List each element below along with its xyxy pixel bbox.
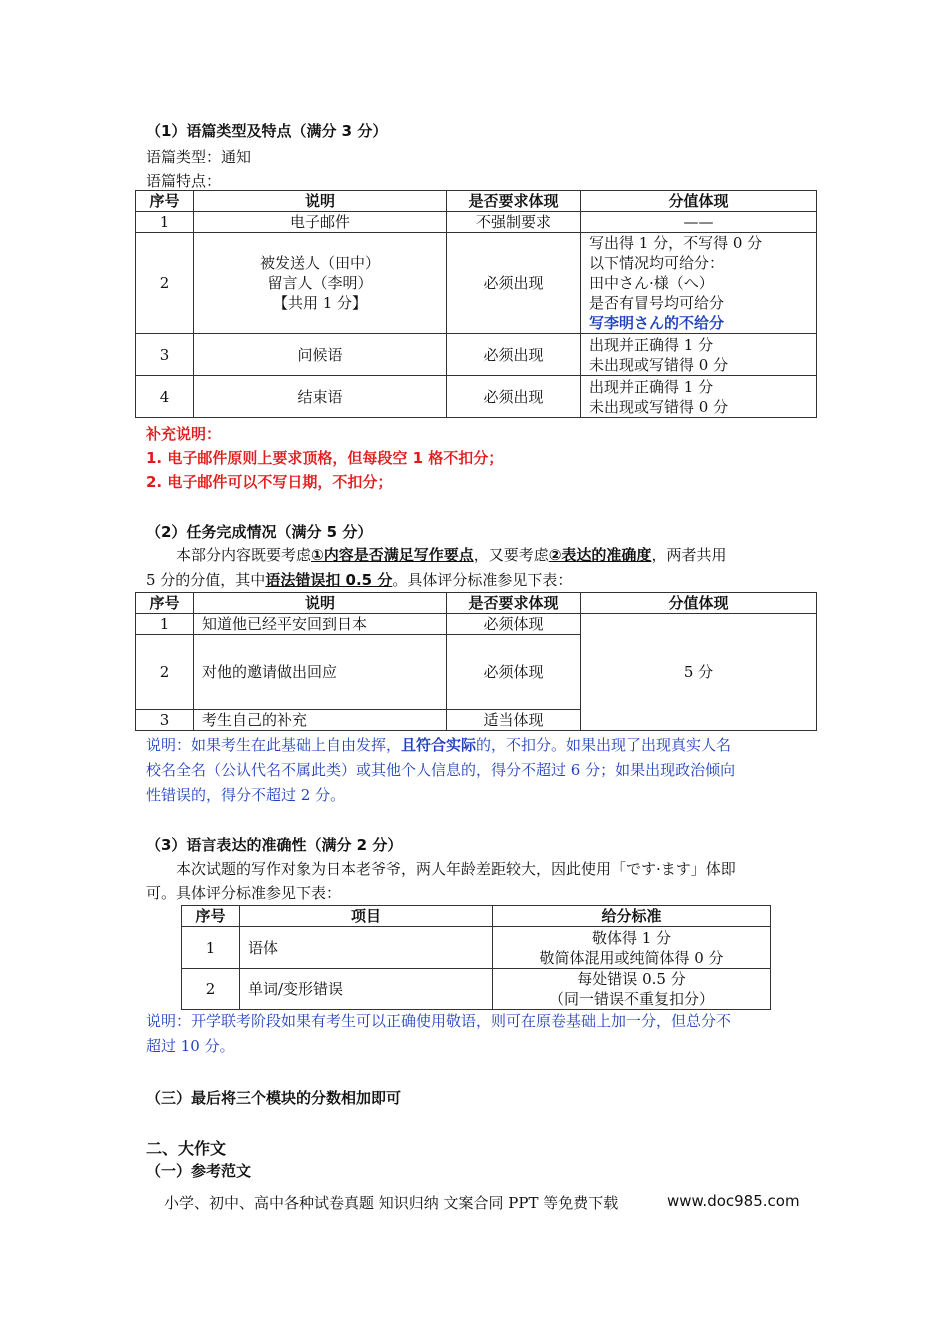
row-desc: 考生自己的补充 xyxy=(194,710,447,731)
row-desc: 对他的邀请做出回应 xyxy=(194,635,447,710)
section2-note-line1 xyxy=(146,733,731,758)
section3-heading: （3）语言表达的准确性（满分 2 分） xyxy=(146,836,403,854)
footer-url[interactable]: www.doc985.com xyxy=(667,1192,800,1210)
intro-emphasis: 语法错误扣 0.5 分 xyxy=(265,571,393,589)
desc-line: 【共用 1 分】 xyxy=(272,294,368,312)
score-line: 出现并正确得 1 分 xyxy=(589,335,714,354)
row-req: 必须体现 xyxy=(447,614,581,635)
intro-emphasis: ①内容是否满足写作要点 xyxy=(311,546,474,564)
score-line: 田中さん·様（へ） xyxy=(589,274,714,292)
col-header-item: 项目 xyxy=(240,906,493,927)
row-req: 不强制要求 xyxy=(447,212,581,233)
intro-text: 5 分的分值，其中 xyxy=(146,571,266,589)
row-req: 适当体现 xyxy=(447,710,581,731)
intro-text: 本部分内容既要考虑 xyxy=(176,546,312,564)
table-header-row xyxy=(182,906,771,927)
standard-line: （同一错误不重复扣分） xyxy=(548,990,714,1008)
supplement-item: 1. 电子邮件原则上要求顶格，但每段空 1 格不扣分； xyxy=(146,449,504,467)
section1-type-line: 语篇类型：通知 xyxy=(146,148,252,166)
score-line: 未出现或写错得 0 分 xyxy=(589,397,729,416)
row-no: 3 xyxy=(136,710,194,731)
standard-line: 敬简体混用或纯简体得 0 分 xyxy=(539,948,724,967)
intro-text: ，又要考虑 xyxy=(473,546,549,564)
col-header-score: 分值体现 xyxy=(581,593,817,614)
row-desc: 电子邮件 xyxy=(194,212,447,233)
col-header-desc: 说明 xyxy=(194,191,447,212)
section-final-heading: （三）最后将三个模块的分数相加即可 xyxy=(146,1089,402,1107)
section3-intro-line2: 可。具体评分标准参见下表： xyxy=(146,884,342,902)
table-row xyxy=(136,212,817,233)
table-row xyxy=(136,233,817,334)
supplement-item: 2. 电子邮件可以不写日期，不扣分； xyxy=(146,473,393,491)
section1-features-line: 语篇特点： xyxy=(146,172,222,190)
row-no: 2 xyxy=(136,635,194,710)
section3-intro-line1: 本次试题的写作对象为日本老爷爷，两人年龄差距较大，因此使用「です·ます」体即 xyxy=(176,860,736,878)
row-no: 3 xyxy=(136,334,194,376)
row-score xyxy=(581,376,817,418)
score-line: 未出现或写错得 0 分 xyxy=(589,355,729,374)
desc-line: 被发送人（田中） xyxy=(259,254,380,272)
row-desc: 问候语 xyxy=(194,334,447,376)
row-no: 1 xyxy=(136,212,194,233)
row-req: 必须体现 xyxy=(447,635,581,710)
row-score xyxy=(581,334,817,376)
col-header-standard: 给分标准 xyxy=(493,906,771,927)
col-header-req: 是否要求体现 xyxy=(447,593,581,614)
table-header-row xyxy=(136,191,817,212)
score-line: 写出得 1 分，不写得 0 分 xyxy=(589,234,763,252)
col-header-no: 序号 xyxy=(182,906,240,927)
table-row xyxy=(136,334,817,376)
row-item: 单词/变形错误 xyxy=(240,969,493,1010)
col-header-req: 是否要求体现 xyxy=(447,191,581,212)
section2-intro-line1 xyxy=(176,543,726,568)
score-line-highlight: 写李明さん的不给分 xyxy=(589,314,725,332)
section1-heading: （1）语篇类型及特点（满分 3 分） xyxy=(146,122,388,140)
row-score: —— xyxy=(581,212,817,233)
score-line: 出现并正确得 1 分 xyxy=(589,377,714,396)
section3-note-line1: 说明：开学联考阶段如果有考生可以正确使用敬语，则可在原卷基础上加一分，但总分不 xyxy=(146,1012,732,1030)
row-standard xyxy=(493,927,771,969)
row-item: 语体 xyxy=(240,927,493,969)
score-line: 以下情况均可给分： xyxy=(589,254,725,272)
col-header-no: 序号 xyxy=(136,593,194,614)
intro-text: 。具体评分标准参见下表： xyxy=(392,571,573,589)
section2-note-line2: 校名全名（公认代名不属此类）或其他个人信息的，得分不超过 6 分；如果出现政治倾向 xyxy=(146,761,736,779)
part2-heading: 二、大作文 xyxy=(146,1139,227,1158)
section1-table xyxy=(135,190,817,418)
row-no: 1 xyxy=(182,927,240,969)
row-req: 必须出现 xyxy=(447,334,581,376)
section2-note-line3: 性错误的，得分不超过 2 分。 xyxy=(146,786,346,804)
score-line: 是否有冒号均可给分 xyxy=(589,294,725,312)
row-desc: 结束语 xyxy=(194,376,447,418)
row-no: 4 xyxy=(136,376,194,418)
intro-text: ，两者共用 xyxy=(651,546,727,564)
row-standard xyxy=(493,969,771,1010)
section3-table xyxy=(181,905,771,1010)
section2-intro-line2 xyxy=(146,568,572,593)
row-no: 2 xyxy=(182,969,240,1010)
row-no: 2 xyxy=(136,233,194,334)
footer-text: 小学、初中、高中各种试卷真题 知识归纳 文案合同 PPT 等免费下载 xyxy=(164,1194,619,1212)
table-row xyxy=(136,614,817,635)
section3-note-line2: 超过 10 分。 xyxy=(146,1037,235,1055)
table-row xyxy=(182,927,771,969)
row-req: 必须出现 xyxy=(447,233,581,334)
col-header-desc: 说明 xyxy=(194,593,447,614)
table-header-row xyxy=(136,593,817,614)
section2-heading: （2）任务完成情况（满分 5 分） xyxy=(146,523,373,541)
part2-subheading: （一）参考范文 xyxy=(146,1162,252,1180)
row-desc: 知道他已经平安回到日本 xyxy=(194,614,447,635)
row-no: 1 xyxy=(136,614,194,635)
table-row xyxy=(136,376,817,418)
table-row xyxy=(182,969,771,1010)
col-header-score: 分值体现 xyxy=(581,191,817,212)
desc-line: 留言人（李明） xyxy=(267,274,373,292)
intro-emphasis: ②表达的准确度 xyxy=(548,546,652,564)
row-score xyxy=(581,233,817,334)
section2-table xyxy=(135,592,817,731)
row-req: 必须出现 xyxy=(447,376,581,418)
standard-line: 敬体得 1 分 xyxy=(591,928,672,947)
row-desc xyxy=(194,233,447,334)
note-emphasis: 且符合实际 xyxy=(401,736,477,754)
note-text: 的，不扣分。如果出现了出现真实人名 xyxy=(476,736,732,754)
supplement-title: 补充说明： xyxy=(146,425,222,443)
standard-line: 每处错误 0.5 分 xyxy=(577,970,686,988)
row-score: 5 分 xyxy=(581,614,817,731)
note-text: 说明：如果考生在此基础上自由发挥， xyxy=(146,736,402,754)
col-header-no: 序号 xyxy=(136,191,194,212)
